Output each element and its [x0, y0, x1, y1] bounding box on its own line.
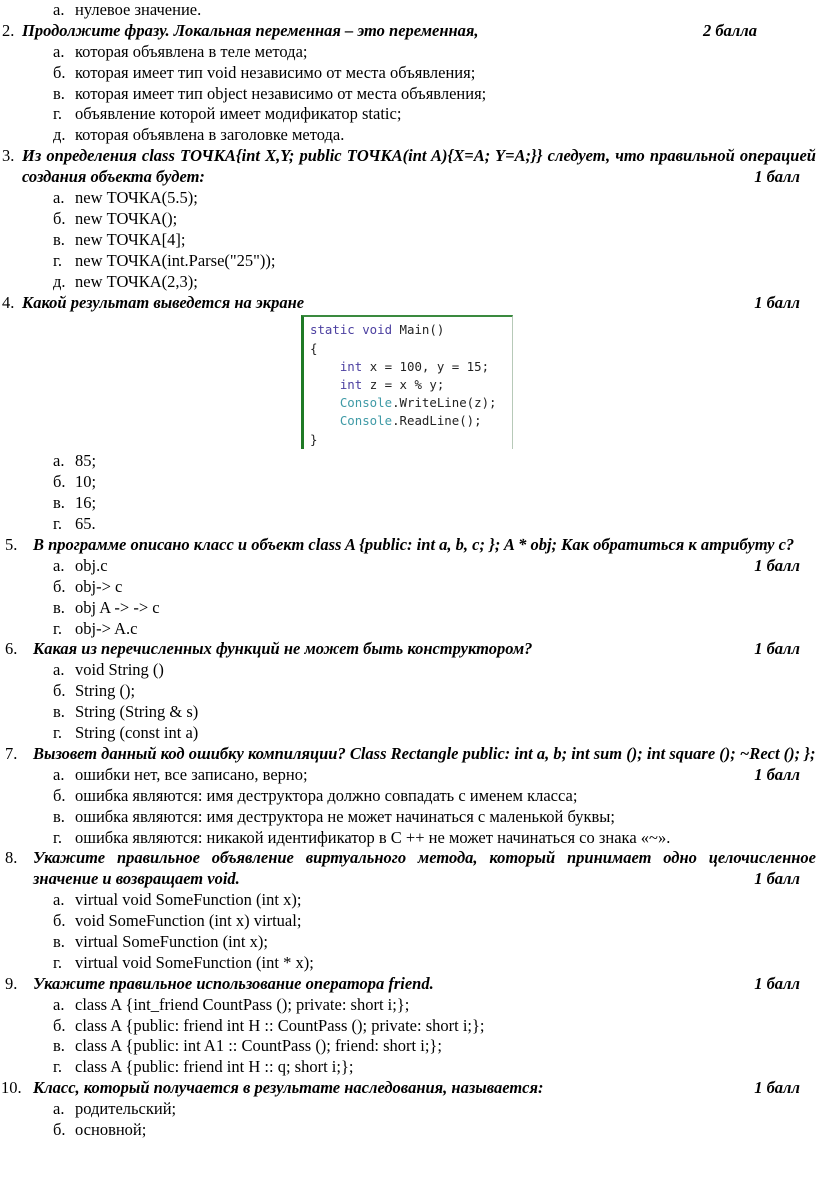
question-number: 10. — [1, 1078, 22, 1098]
option-letter: в. — [53, 83, 65, 103]
answer-option — [0, 765, 816, 786]
question-number: 8. — [5, 848, 18, 868]
answer-option — [0, 188, 816, 209]
answer-option — [0, 42, 816, 63]
answer-option — [0, 1036, 816, 1057]
option-letter: в. — [53, 229, 65, 249]
answer-option — [0, 514, 816, 535]
option-letter: а. — [53, 764, 65, 784]
option-text: 85; — [75, 451, 97, 471]
option-text: void String () — [75, 660, 164, 680]
code-line — [310, 321, 512, 339]
option-letter: б. — [53, 1120, 66, 1140]
option-letter: г. — [53, 827, 63, 847]
option-text: new ТОЧКА[4]; — [75, 229, 186, 249]
option-text: void SomeFunction (int x) virtual; — [75, 911, 302, 931]
code-text: Main() — [392, 322, 445, 338]
question-number: 5. — [5, 534, 18, 554]
option-text: 16; — [75, 493, 97, 513]
option-text: ошибка являются: имя деструктора должно совпадать с именем класса; — [75, 785, 578, 805]
option-text: new ТОЧКА(2,3); — [75, 271, 198, 291]
code-snippet — [301, 315, 513, 449]
question-text-content: Укажите правильное использование оператора friend. — [33, 973, 434, 993]
code-line — [310, 412, 512, 430]
question-text — [33, 974, 816, 995]
answer-option — [0, 828, 816, 849]
answer-option — [0, 577, 816, 598]
option-text: String (); — [75, 681, 136, 701]
question-heading — [0, 639, 816, 660]
option-letter: а. — [53, 555, 65, 575]
code-text: .ReadLine(); — [392, 413, 482, 429]
question-text — [22, 293, 816, 314]
option-letter: а. — [53, 994, 65, 1014]
code-line — [310, 394, 512, 412]
option-letter: б. — [53, 785, 66, 805]
answer-option — [0, 932, 816, 953]
option-text: class A {public: int A1 :: CountPass (); friend: short i;}; — [75, 1036, 442, 1056]
option-text: ошибки нет, все записано, верно; — [75, 764, 308, 784]
option-text: virtual void SomeFunction (int * x); — [75, 952, 314, 972]
option-text: которая имеет тип object независимо от места объявления; — [75, 83, 487, 103]
answer-option — [0, 104, 816, 125]
answer-option — [0, 619, 816, 640]
option-letter: в. — [53, 493, 65, 513]
answer-option — [0, 1057, 816, 1078]
question-heading — [0, 974, 816, 995]
option-text: String (const int a) — [75, 723, 199, 743]
option-letter: а. — [53, 890, 65, 910]
answer-option — [0, 84, 816, 105]
answer-option — [0, 251, 816, 272]
option-text: ошибка являются: никакой идентификатор в C ++ не может начинаться со знака «~». — [75, 827, 671, 847]
question-text — [33, 639, 816, 660]
option-text: new ТОЧКА(int.Parse("25")); — [75, 250, 276, 270]
option-letter: г. — [53, 250, 63, 270]
option-letter: в. — [53, 806, 65, 826]
answer-option — [0, 953, 816, 974]
option-letter: д. — [53, 125, 66, 145]
question-points: 1 балл — [754, 869, 800, 889]
question-heading — [0, 1078, 816, 1099]
answer-option — [0, 995, 816, 1016]
option-text: которая имеет тип void независимо от места объявления; — [75, 62, 476, 82]
question-text — [22, 21, 816, 42]
question-points: 1 балл — [754, 555, 800, 575]
question-points: 1 балл — [754, 764, 800, 784]
option-letter: б. — [53, 911, 66, 931]
answer-option — [0, 702, 816, 723]
option-letter: г. — [53, 952, 63, 972]
option-letter: г. — [53, 514, 63, 534]
answer-option — [0, 786, 816, 807]
option-text: 65. — [75, 514, 96, 534]
answer-option — [0, 556, 816, 577]
option-text: class A {public: friend int H :: CountPass (); private: short i;}; — [75, 1015, 485, 1035]
option-text: String (String & s) — [75, 702, 199, 722]
code-class: Console — [339, 413, 393, 429]
option-letter: а. — [53, 0, 65, 19]
option-letter: в. — [53, 702, 65, 722]
option-text: объявление которой имеет модификатор static; — [75, 104, 402, 124]
question-number: 2. — [2, 20, 15, 40]
option-text: obj-> A.c — [75, 618, 138, 638]
option-letter: а. — [53, 660, 65, 680]
answer-option — [0, 209, 816, 230]
question-text-content: Какой результат выведется на экране — [22, 292, 305, 312]
question-points: 1 балл — [754, 1078, 800, 1098]
code-line — [310, 358, 512, 376]
question-number: 3. — [2, 146, 15, 166]
option-letter: г. — [53, 723, 63, 743]
option-letter: г. — [53, 618, 63, 638]
code-keyword: static void — [310, 322, 393, 338]
option-text: new ТОЧКА(5.5); — [75, 188, 198, 208]
answer-option — [0, 723, 816, 744]
question-points: 1 балл — [754, 167, 800, 187]
answer-option — [0, 598, 816, 619]
answer-option — [0, 807, 816, 828]
option-letter: б. — [53, 472, 66, 492]
code-keyword: int — [339, 377, 363, 393]
option-text: class A {public: friend int H :: q; short i;}; — [75, 1057, 354, 1077]
answer-option — [0, 890, 816, 911]
question-text-content: Из определения class ТОЧКА{int X,Y; public ТОЧКА(int A){X=A; Y=A;}} следует, что правильной операцией создания объекта будет: — [22, 146, 816, 187]
question-text — [22, 146, 816, 188]
question-text — [33, 1078, 816, 1099]
answer-option — [0, 472, 816, 493]
option-text: 10; — [75, 472, 97, 492]
question-heading — [0, 848, 816, 890]
answer-option — [0, 63, 816, 84]
option-letter: б. — [53, 576, 66, 596]
code-keyword: int — [339, 358, 363, 374]
question-number: 7. — [5, 743, 18, 763]
option-text: основной; — [75, 1120, 147, 1140]
code-text: .WriteLine(z); — [392, 395, 497, 411]
option-letter: в. — [53, 1036, 65, 1056]
answer-option — [0, 493, 816, 514]
answer-option — [0, 1099, 816, 1120]
question-points: 1 балл — [754, 973, 800, 993]
option-text: obj A -> -> c — [75, 597, 160, 617]
code-line — [310, 376, 512, 394]
code-line: } — [310, 431, 318, 447]
option-text: ошибка являются: имя деструктора не может начинаться с маленькой буквы; — [75, 806, 615, 826]
option-text: new ТОЧКА(); — [75, 208, 178, 228]
option-text: obj.c — [75, 555, 108, 575]
option-letter: в. — [53, 931, 65, 951]
question-points: 1 балл — [754, 292, 800, 312]
answer-option — [0, 451, 816, 472]
option-text: которая объявлена в теле метода; — [75, 41, 308, 61]
question-number: 4. — [2, 292, 15, 312]
option-text: class A {int_friend CountPass (); private: short i;}; — [75, 994, 410, 1014]
answer-option — [0, 660, 816, 681]
code-text: z = x % y; — [362, 377, 445, 393]
question-number: 9. — [5, 973, 18, 993]
answer-option — [0, 0, 816, 21]
option-letter: а. — [53, 1099, 65, 1119]
question-text-content: Какая из перечисленных функций не может быть конструктором? — [33, 639, 533, 659]
option-letter: д. — [53, 271, 66, 291]
option-text: virtual SomeFunction (int x); — [75, 931, 268, 951]
question-text-content: Продолжите фразу. Локальная переменная – это переменная, — [22, 20, 479, 40]
option-letter: б. — [53, 1015, 66, 1035]
question-heading — [0, 293, 816, 314]
option-letter: а. — [53, 41, 65, 61]
answer-option — [0, 1016, 816, 1037]
question-text-content: В программе описано класс и объект class A {public: int a, b, c; }; A * obj; Как обратиться к атрибуту с? — [33, 534, 795, 554]
option-letter: б. — [53, 681, 66, 701]
option-text: нулевое значение. — [75, 0, 202, 19]
option-letter: в. — [53, 597, 65, 617]
question-heading — [0, 146, 816, 188]
code-class: Console — [339, 395, 393, 411]
option-text: virtual void SomeFunction (int x); — [75, 890, 302, 910]
option-text: obj-> c — [75, 576, 123, 596]
question-points: 2 балла — [702, 20, 757, 40]
answer-option — [0, 272, 816, 293]
option-letter: а. — [53, 188, 65, 208]
option-letter: г. — [53, 104, 63, 124]
answer-option — [0, 230, 816, 251]
answer-option — [0, 911, 816, 932]
code-text: x = 100, y = 15; — [362, 358, 490, 374]
question-heading — [0, 21, 816, 42]
option-text: родительский; — [75, 1099, 177, 1119]
option-text: которая объявлена в заголовке метода. — [75, 125, 345, 145]
answer-option — [0, 125, 816, 146]
question-number: 6. — [5, 639, 18, 659]
question-text-content: Вызовет данный код ошибку компиляции? Class Rectangle public: int a, b; int sum (); int square (); ~Rect (); }; — [33, 743, 816, 763]
question-points: 1 балл — [754, 639, 800, 659]
answer-option — [0, 681, 816, 702]
code-line: { — [310, 340, 318, 356]
option-letter: г. — [53, 1057, 63, 1077]
question-text-content: Класс, который получается в результате наследования, называется: — [33, 1078, 544, 1098]
option-letter: б. — [53, 208, 66, 228]
question-text — [33, 848, 816, 890]
answer-option — [0, 1120, 816, 1141]
option-letter: а. — [53, 451, 65, 471]
question-text-content: Укажите правильное объявление виртуального метода, который принимает одно целочисленное значение и возвращает void. — [33, 848, 816, 889]
option-letter: б. — [53, 62, 66, 82]
